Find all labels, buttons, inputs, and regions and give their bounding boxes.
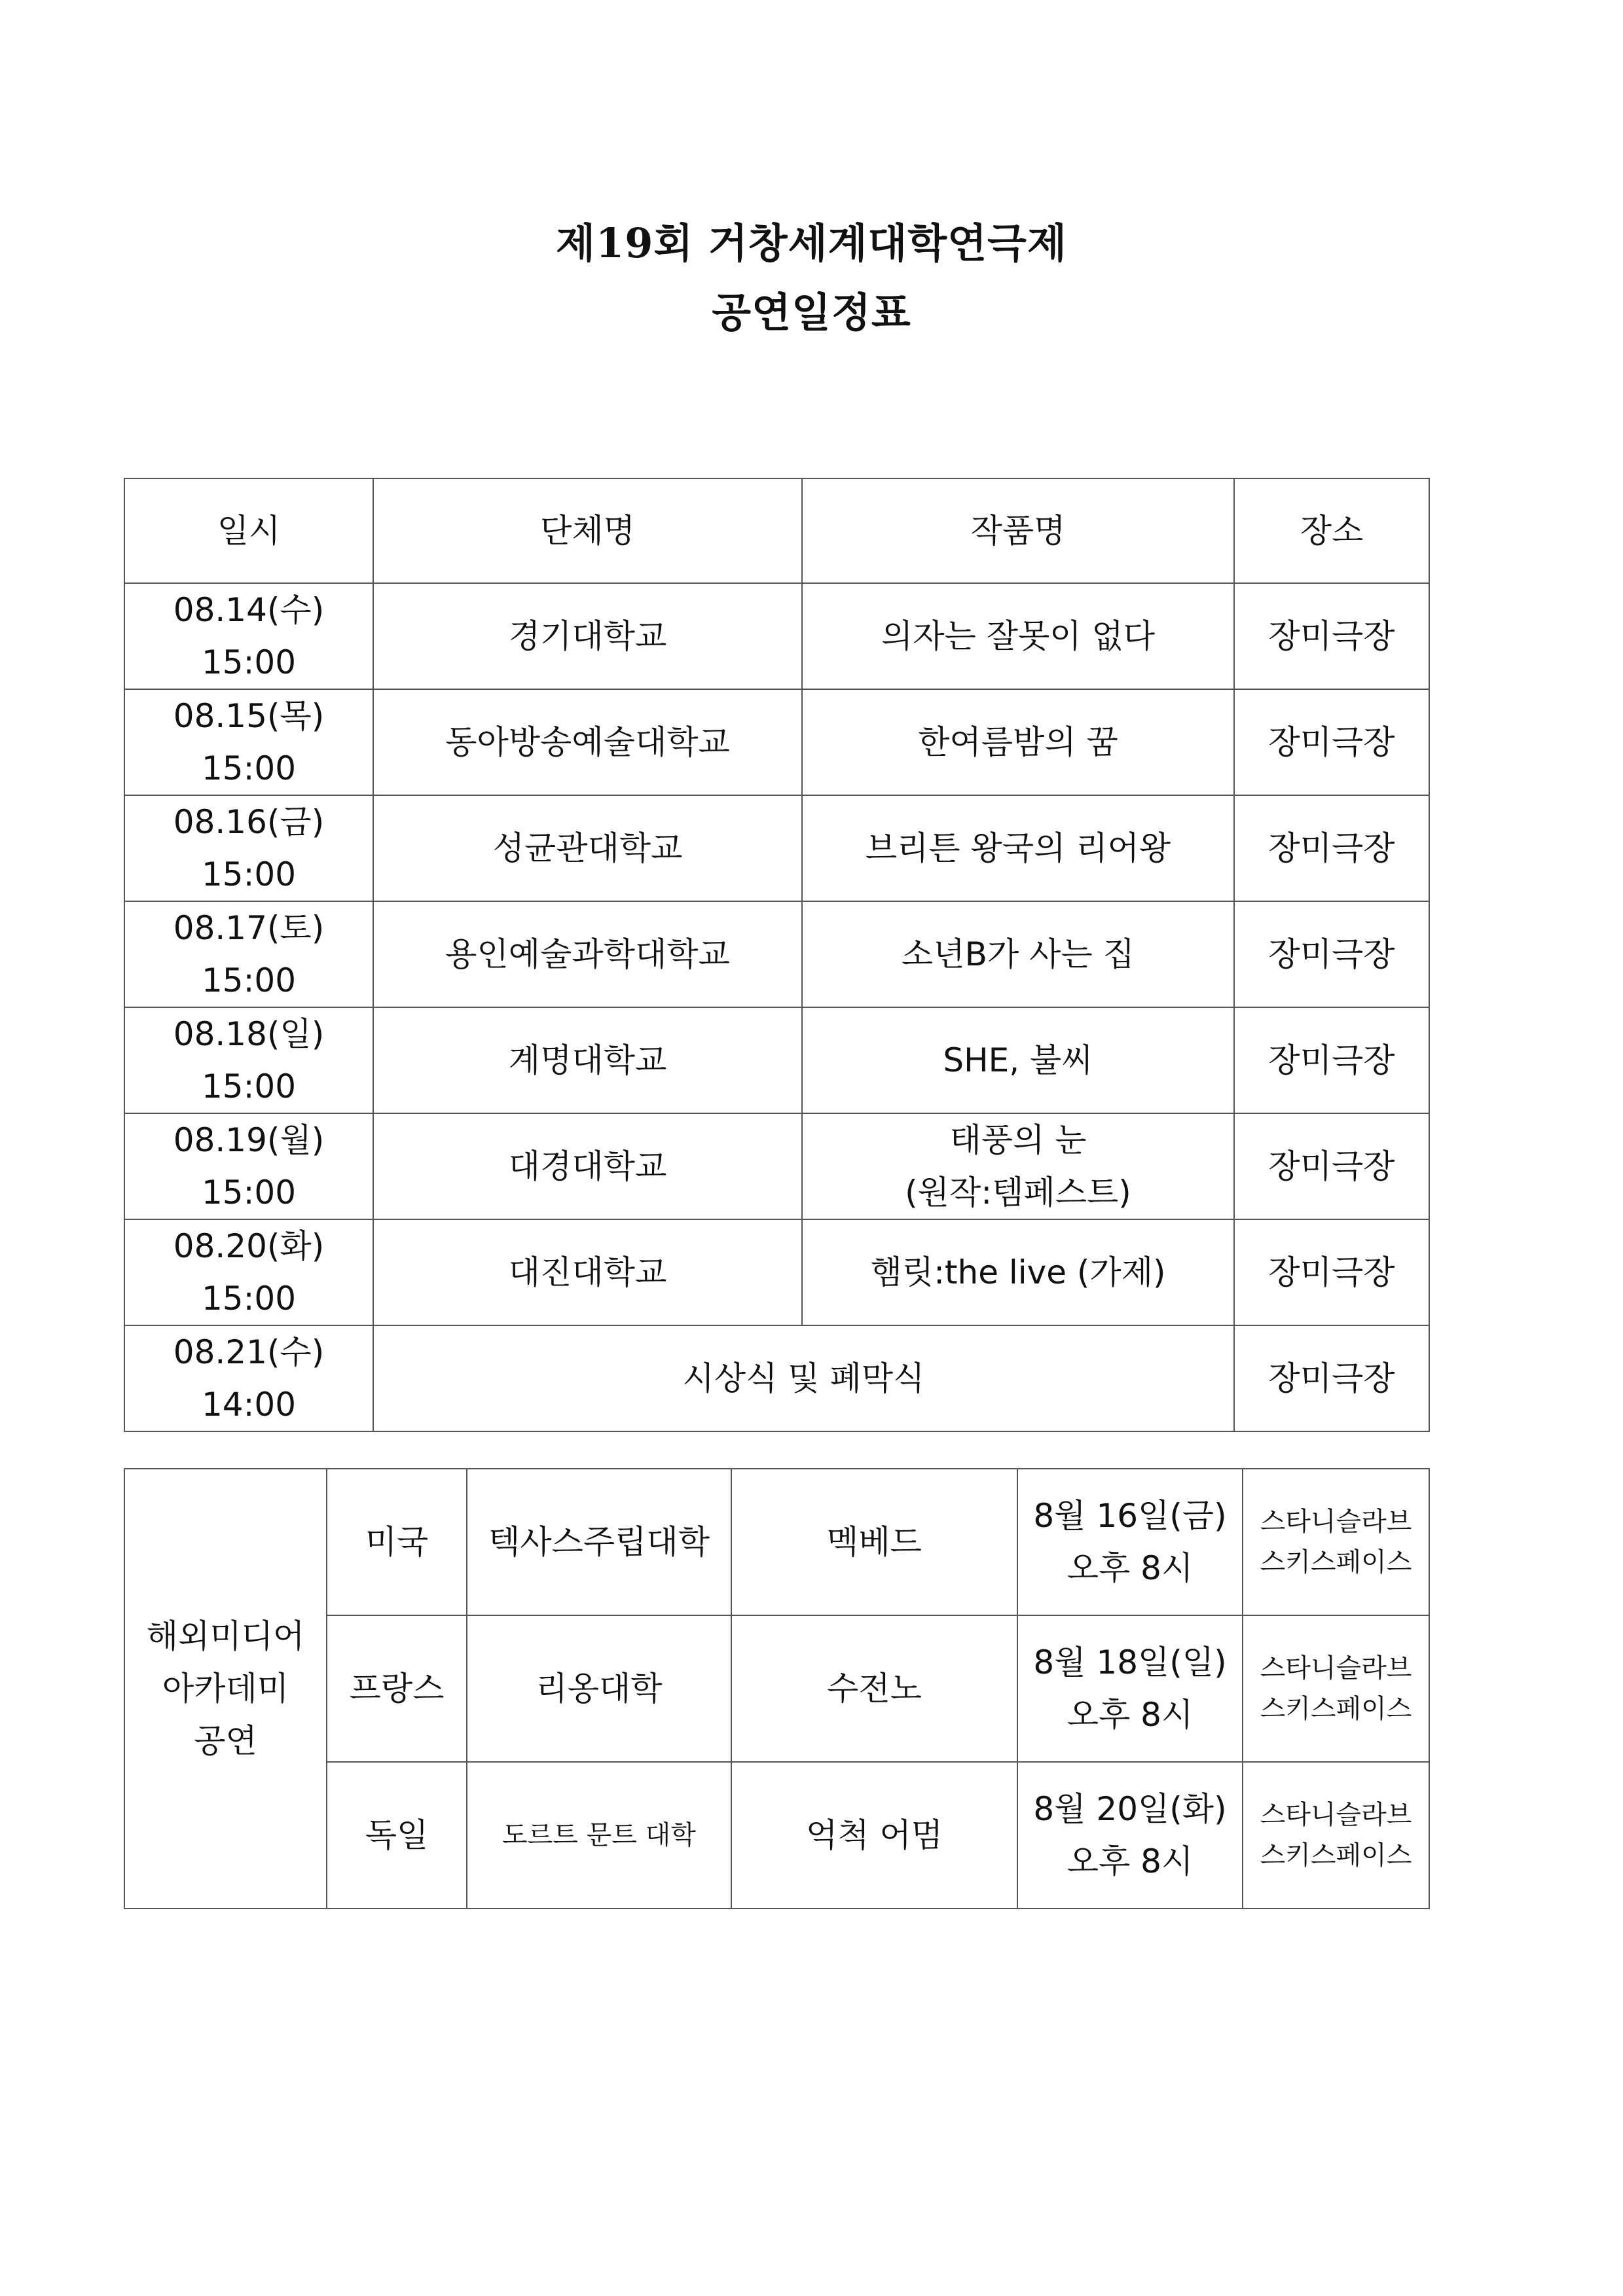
date-cell [124, 1325, 373, 1431]
time-text: 15:00 [201, 961, 297, 999]
venue-cell: 장미극장 [1234, 583, 1429, 689]
date-text: 08.20(화) [173, 1227, 325, 1265]
group-cell: 대경대학교 [373, 1113, 802, 1219]
work-cell [802, 583, 1234, 689]
work-cell [802, 1219, 1234, 1325]
work-cell [802, 901, 1234, 1007]
table-row [124, 1219, 1429, 1325]
date-text: 08.18(일) [173, 1015, 325, 1053]
date-text: 08.17(토) [173, 909, 325, 947]
closing-row [124, 1325, 1429, 1431]
work-cell: 억척 어멈 [731, 1762, 1017, 1909]
date-cell [124, 795, 373, 901]
group-cell: 대진대학교 [373, 1219, 802, 1325]
venue-cell: 장미극장 [1234, 1219, 1429, 1325]
date-cell [124, 1113, 373, 1219]
date-text: 8월 20일(화) [1033, 1790, 1227, 1828]
time-text: 15:00 [201, 643, 297, 681]
venue-cell: 장미극장 [1234, 1325, 1429, 1431]
date-cell [124, 689, 373, 795]
time-text: 15:00 [201, 855, 297, 893]
venue-cell [1243, 1469, 1429, 1615]
date-cell [124, 1007, 373, 1113]
time-text: 오후 8시 [1067, 1696, 1194, 1734]
school-cell: 도르트 문트 대학 [467, 1762, 731, 1909]
group-cell: 성균관대학교 [373, 795, 802, 901]
header-venue: 장소 [1234, 478, 1429, 583]
page-subtitle: 공연일정표 [712, 289, 911, 336]
group-cell: 동아방송예술대학교 [373, 689, 802, 795]
work-text: 의자는 잘못이 없다 [881, 617, 1156, 655]
table-row [124, 795, 1429, 901]
datetime-cell [1017, 1762, 1243, 1909]
time-text: 14:00 [201, 1386, 297, 1424]
time-text: 15:00 [201, 1067, 297, 1105]
venue-cell [1243, 1615, 1429, 1762]
closing-event-cell: 시상식 및 폐막식 [373, 1325, 1234, 1431]
school-cell: 텍사스주립대학 [467, 1469, 731, 1615]
schedule-header-row [124, 478, 1429, 583]
work-cell [802, 1113, 1234, 1219]
category-text: 아카데미 [162, 1670, 289, 1708]
venue-cell [1243, 1762, 1429, 1909]
table-row [124, 583, 1429, 689]
datetime-cell [1017, 1469, 1243, 1615]
date-text: 08.19(월) [173, 1121, 325, 1159]
date-cell [124, 901, 373, 1007]
date-text: 8월 16일(금) [1033, 1497, 1227, 1535]
work-cell: 수전노 [731, 1615, 1017, 1762]
work-cell [802, 689, 1234, 795]
table-row [124, 1007, 1429, 1113]
date-cell [124, 583, 373, 689]
group-cell: 경기대학교 [373, 583, 802, 689]
category-cell [124, 1469, 327, 1909]
venue-text: 스타니슬라브 [1260, 1507, 1412, 1537]
venue-cell: 장미극장 [1234, 795, 1429, 901]
country-cell: 프랑스 [327, 1615, 467, 1762]
date-cell [124, 1219, 373, 1325]
time-text: 오후 8시 [1067, 1549, 1194, 1587]
date-text: 08.16(금) [173, 803, 325, 841]
venue-text: 스키스페이스 [1260, 1547, 1412, 1577]
venue-text: 스키스페이스 [1260, 1694, 1412, 1724]
group-cell: 계명대학교 [373, 1007, 802, 1113]
work-text: 태풍의 눈 [949, 1121, 1087, 1159]
time-text: 15:00 [201, 1174, 297, 1211]
venue-cell: 장미극장 [1234, 689, 1429, 795]
header-group: 단체명 [373, 478, 802, 583]
work-text: SHE, 불씨 [943, 1041, 1093, 1079]
work-text: 햄릿:the live (가제) [870, 1253, 1166, 1291]
work-subtitle-text: (원작:템페스트) [905, 1174, 1131, 1211]
venue-text: 스타니슬라브 [1260, 1653, 1412, 1683]
date-text: 08.21(수) [173, 1333, 325, 1371]
datetime-cell [1017, 1615, 1243, 1762]
table-row [124, 689, 1429, 795]
table-row [124, 1469, 1429, 1615]
time-text: 15:00 [201, 749, 297, 787]
date-text: 08.14(수) [173, 591, 325, 629]
category-text: 해외미디어 [146, 1617, 305, 1655]
overseas-table [124, 1468, 1430, 1909]
school-cell: 리옹대학 [467, 1615, 731, 1762]
group-cell: 용인예술과학대학교 [373, 901, 802, 1007]
schedule-table [124, 478, 1430, 1432]
venue-cell: 장미극장 [1234, 901, 1429, 1007]
page-title: 제19회 거창세계대학연극제 [556, 219, 1067, 267]
venue-text: 스타니슬라브 [1260, 1800, 1412, 1830]
header-date: 일시 [124, 478, 373, 583]
work-text: 소년B가 사는 집 [902, 935, 1135, 973]
date-text: 8월 18일(일) [1033, 1643, 1227, 1681]
country-cell: 미국 [327, 1469, 467, 1615]
table-row [124, 1113, 1429, 1219]
work-cell [802, 795, 1234, 901]
work-cell: 멕베드 [731, 1469, 1017, 1615]
time-text: 15:00 [201, 1280, 297, 1318]
work-text: 한여름밤의 꿈 [918, 723, 1118, 761]
date-text: 08.15(목) [173, 697, 325, 735]
work-cell [802, 1007, 1234, 1113]
time-text: 오후 8시 [1067, 1842, 1194, 1880]
table-row [124, 901, 1429, 1007]
category-text: 공연 [194, 1722, 257, 1760]
venue-text: 스키스페이스 [1260, 1840, 1412, 1871]
venue-cell: 장미극장 [1234, 1007, 1429, 1113]
header-work: 작품명 [802, 478, 1234, 583]
country-cell: 독일 [327, 1762, 467, 1909]
venue-cell: 장미극장 [1234, 1113, 1429, 1219]
work-text: 브리튼 왕국의 리어왕 [865, 829, 1171, 867]
